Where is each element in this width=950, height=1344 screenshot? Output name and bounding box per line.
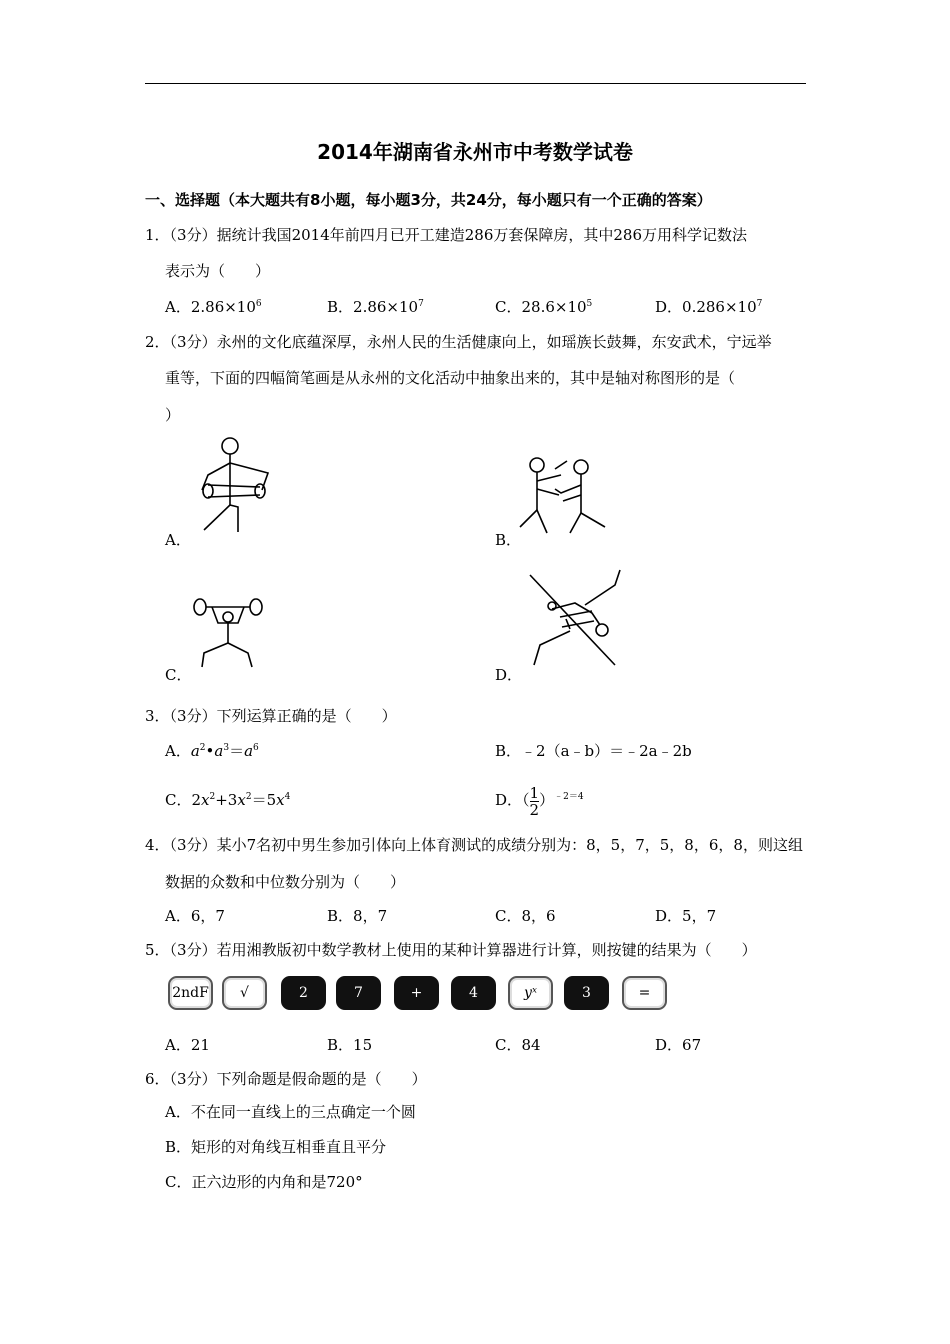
q5-option-c: C．84 bbox=[495, 1036, 541, 1054]
figure-c-weightlifter bbox=[190, 595, 270, 675]
q3-stem: 3．（3分）下列运算正确的是（ ） bbox=[145, 707, 397, 725]
q2-line1: 2．（3分）永州的文化底蕴深厚，永州人民的生活健康向上，如瑶族长鼓舞，东安武术，宁远举 bbox=[145, 333, 772, 351]
q2-option-d: D． bbox=[495, 666, 523, 684]
section-heading: 一、选择题（本大题共有8小题，每小题3分，共24分，每小题只有一个正确的答案） bbox=[145, 191, 712, 209]
q6-option-c: C．正六边形的内角和是720° bbox=[165, 1173, 363, 1191]
q4-line1: 4．（3分）某小7名初中男生参加引体向上体育测试的成绩分别为：8，5，7，5，8，6，8，则这组 bbox=[145, 836, 803, 854]
q2-line3: ） bbox=[165, 406, 181, 424]
q5-stem: 5．（3分）若用湘教版初中数学教材上使用的某种计算器进行计算，则按键的结果为（ ） bbox=[145, 941, 757, 959]
key-2: 2 bbox=[281, 976, 326, 1010]
q4-option-d: D．5，7 bbox=[655, 907, 717, 925]
key-3: 3 bbox=[564, 976, 609, 1010]
key-equals: = bbox=[622, 976, 667, 1010]
key-4: 4 bbox=[451, 976, 496, 1010]
q1-line2: 表示为（ ） bbox=[165, 262, 271, 280]
q6-stem: 6．（3分）下列命题是假命题的是（ ） bbox=[145, 1070, 427, 1088]
q4-option-c: C．8，6 bbox=[495, 907, 556, 925]
q5-option-a: A．21 bbox=[165, 1036, 210, 1054]
figure-d-drum-dancer bbox=[520, 565, 630, 675]
figure-a-drummer bbox=[190, 435, 280, 535]
q1-option-b: B．$2.86\times 10^7$ bbox=[327, 298, 424, 316]
q2-option-b: B． bbox=[495, 531, 522, 549]
q2-line2: 重等，下面的四幅简笔画是从永州的文化活动中抽象出来的，其中是轴对称图形的是（ bbox=[165, 369, 736, 387]
figure-b-martial-arts bbox=[515, 455, 615, 535]
key-power: yˣ bbox=[508, 976, 553, 1010]
q6-option-a: A．不在同一直线上的三点确定一个圆 bbox=[165, 1103, 416, 1121]
q5-option-b: B．15 bbox=[327, 1036, 373, 1054]
q4-option-a: A．6，7 bbox=[165, 907, 225, 925]
q5-option-d: D．67 bbox=[655, 1036, 702, 1054]
q2-option-a: A． bbox=[165, 531, 191, 549]
header-rule bbox=[145, 83, 806, 84]
key-2ndf: 2ndF bbox=[168, 976, 213, 1010]
q2-option-c: C． bbox=[165, 666, 192, 684]
q3-option-a: A．$a^2•a^3=a^6$ bbox=[165, 742, 259, 760]
q1-option-d: D．$0.286\times 10^7$ bbox=[655, 298, 763, 316]
q1-option-c: C．$28.6\times 10^5$ bbox=[495, 298, 593, 316]
q6-option-b: B．矩形的对角线互相垂直且平分 bbox=[165, 1138, 387, 1156]
key-7: 7 bbox=[336, 976, 381, 1010]
q1-option-a: A．$2.86\times 10^6$ bbox=[165, 298, 262, 316]
q4-option-b: B．8，7 bbox=[327, 907, 388, 925]
q3-option-d: D．（ $\frac{1}{2}$ ）$^{﹣2=4}$ bbox=[495, 783, 584, 819]
q3-option-b: B．﹣2（a﹣b）＝﹣2a﹣2b bbox=[495, 742, 692, 760]
page-title: 2014年湖南省永州市中考数学试卷 bbox=[317, 140, 633, 164]
q3-option-c: C．$2x^2+3x^2=5x^4$ bbox=[165, 791, 291, 809]
q4-line2: 数据的众数和中位数分别为（ ） bbox=[165, 873, 406, 891]
q1-line1: 1．（3分）据统计我国2014年前四月已开工建造286万套保障房，其中286万用科学记数法 bbox=[145, 226, 748, 244]
key-plus: + bbox=[394, 976, 439, 1010]
fraction: $\frac{1}{2}$ bbox=[529, 783, 540, 819]
key-sqrt: √ bbox=[222, 976, 267, 1010]
